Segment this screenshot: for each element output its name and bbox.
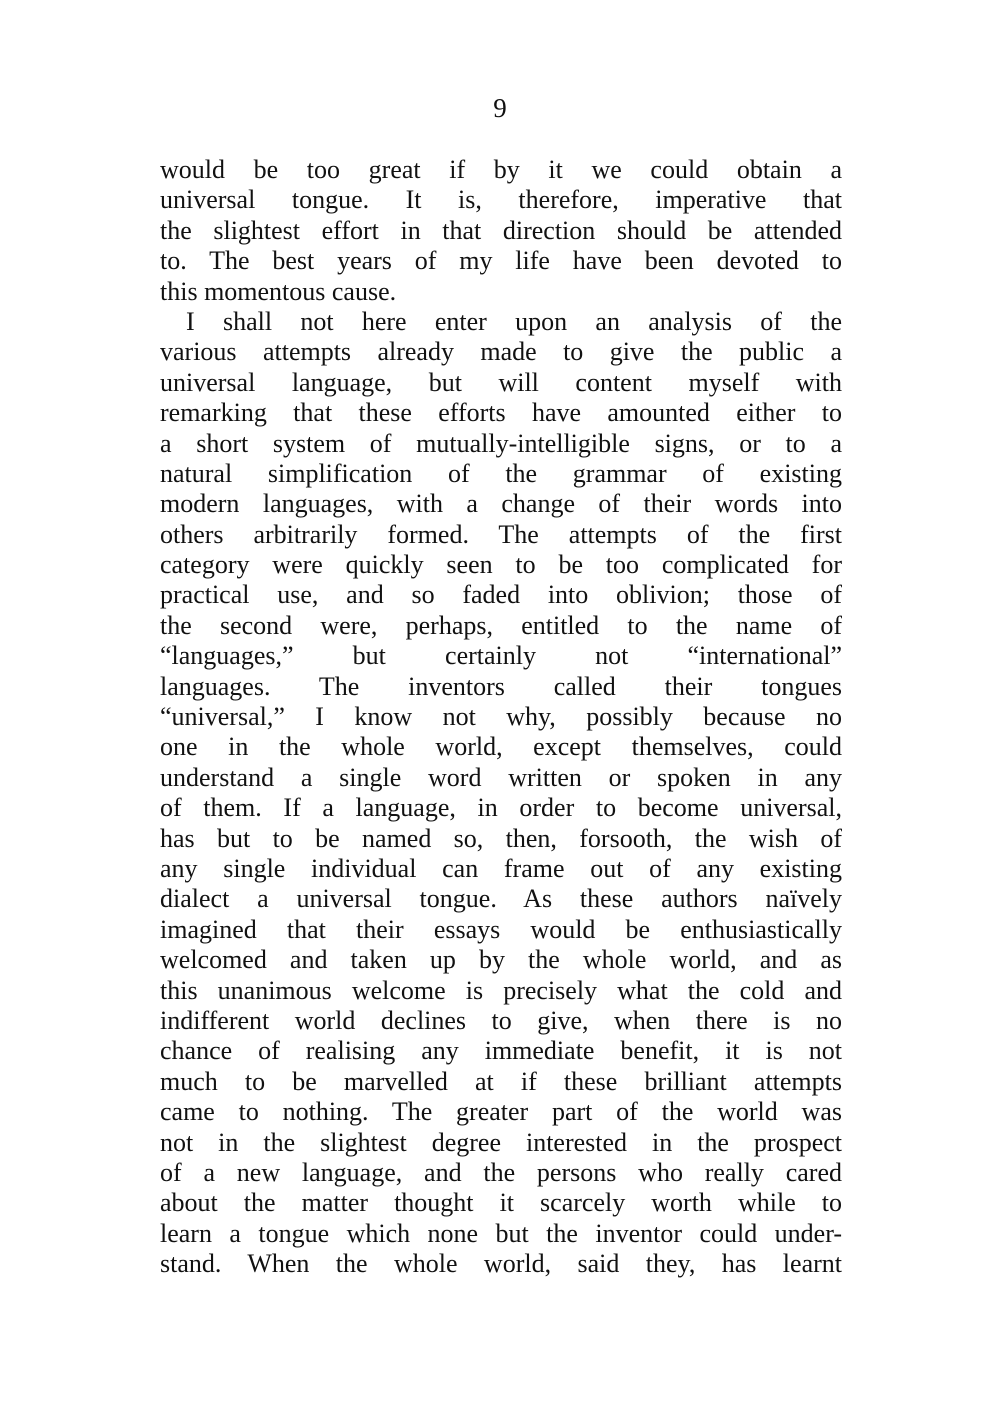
- text-line: “universal,” I know not why, possibly because no: [160, 702, 842, 732]
- text-line: indifferent world declines to give, when there is no: [160, 1005, 842, 1035]
- body-text: [160, 155, 842, 1279]
- text-line: a short system of mutually-intelligible signs, or to a: [160, 428, 842, 458]
- text-line: not in the slightest degree interested in the prospect: [160, 1127, 842, 1157]
- text-line: this unanimous welcome is precisely what the cold and: [160, 975, 842, 1005]
- text-line: natural simplification of the grammar of existing: [160, 458, 842, 488]
- paragraph-first-line: I shall not here enter upon an analysis of the: [186, 306, 842, 336]
- text-line: understand a single word written or spoken in any: [160, 762, 842, 792]
- text-line: came to nothing. The greater part of the world was: [160, 1097, 842, 1127]
- text-line: would be too great if by it we could obtain a: [160, 155, 842, 184]
- text-line: dialect a universal tongue. As these authors naïvely: [160, 884, 842, 914]
- text-line: the slightest effort in that direction should be attended: [160, 215, 842, 245]
- text-line: others arbitrarily formed. The attempts of the first: [160, 519, 842, 549]
- text-line: imagined that their essays would be enthusiastically: [160, 914, 842, 944]
- text-line: has but to be named so, then, forsooth, the wish of: [160, 823, 842, 853]
- text-line: this momentous cause.: [160, 276, 397, 306]
- text-line: stand. When the whole world, said they, has learnt: [160, 1249, 842, 1279]
- text-line: learn a tongue which none but the inventor could under-: [160, 1218, 842, 1248]
- text-line: of them. If a language, in order to become universal,: [160, 793, 842, 823]
- text-line: any single individual can frame out of any existing: [160, 853, 842, 883]
- text-line: welcomed and taken up by the whole world, and as: [160, 945, 842, 975]
- text-line: practical use, and so faded into oblivion; those of: [160, 580, 842, 610]
- text-line: one in the whole world, except themselves, could: [160, 732, 842, 762]
- text-line: languages. The inventors called their tongues: [160, 671, 842, 701]
- text-line: chance of realising any immediate benefit, it is not: [160, 1036, 842, 1066]
- text-line: about the matter thought it scarcely worth while to: [160, 1188, 842, 1218]
- text-line: “languages,” but certainly not “international”: [160, 641, 842, 671]
- page-number: 9: [493, 93, 507, 123]
- text-line: to. The best years of my life have been devoted to: [160, 246, 842, 276]
- text-line: universal tongue. It is, therefore, imperative that: [160, 185, 842, 215]
- text-line: universal language, but will content myself with: [160, 367, 842, 397]
- text-line: much to be marvelled at if these brilliant attempts: [160, 1066, 842, 1096]
- text-line: of a new language, and the persons who really cared: [160, 1157, 842, 1187]
- text-line: remarking that these efforts have amounted either to: [160, 398, 842, 428]
- text-line: modern languages, with a change of their words into: [160, 489, 842, 519]
- text-line: the second were, perhaps, entitled to the name of: [160, 610, 842, 640]
- text-line: category were quickly seen to be too complicated for: [160, 550, 842, 580]
- text-line: various attempts already made to give the public a: [160, 337, 842, 367]
